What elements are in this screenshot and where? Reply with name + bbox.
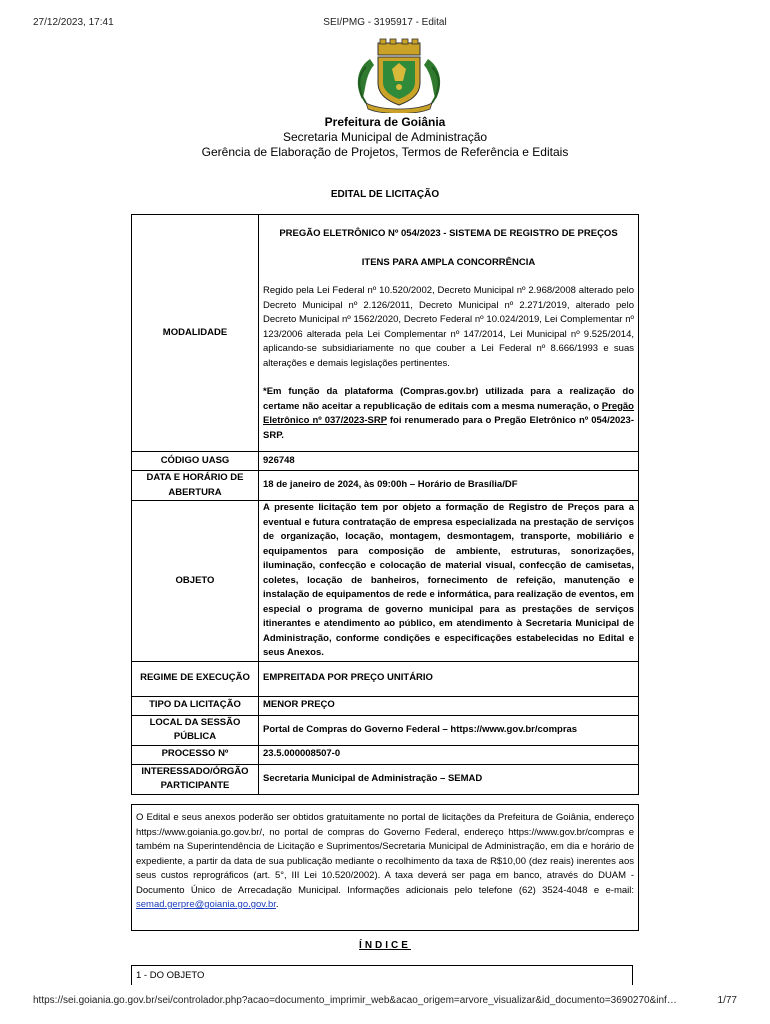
print-footer <box>0 995 770 1009</box>
data-row <box>132 471 639 501</box>
objeto-label: OBJETO <box>132 501 259 662</box>
regime-row <box>132 661 639 696</box>
processo-label: PROCESSO Nº <box>132 745 259 764</box>
modalidade-row <box>132 215 639 452</box>
codigo-value: 926748 <box>259 452 639 471</box>
platform-note-part2: foi renumerado para o Pregão Eletrônico nº 054/2023-SRP. <box>263 415 635 441</box>
print-url: https://sei.goiania.go.gov.br/sei/controlador.php?acao=documento_imprimir_web&acao_origem=arvore_visualizar&id_documento=3690270&inf… <box>33 995 677 1006</box>
availability-note-end: . <box>275 899 279 910</box>
org-name: Prefeitura de Goiânia <box>324 115 446 129</box>
codigo-row <box>132 452 639 471</box>
local-label: LOCAL DA SESSÃO PÚBLICA <box>132 715 259 745</box>
interessado-row <box>132 764 639 794</box>
processo-row <box>132 745 639 764</box>
itens-header: ITENS PARA AMPLA CONCORRÊNCIA <box>361 256 536 268</box>
edital-info-table <box>131 214 639 795</box>
modalidade-label: MODALIDADE <box>132 215 259 452</box>
local-value: Portal de Compras do Governo Federal – https://www.gov.br/compras <box>259 715 639 745</box>
tipo-value: MENOR PREÇO <box>259 696 639 715</box>
local-row <box>132 715 639 745</box>
pregao-037-link: Pregão Eletrônico nº 037/2023-SRP <box>263 400 634 426</box>
organization-header <box>0 115 770 160</box>
print-doc-title: SEI/PMG - 3195917 - Edital <box>323 17 447 28</box>
modalidade-text: Regido pela Lei Federal nº 10.520/2002, Decreto Municipal nº 2.968/2008 alterado pelo Decreto Municipal nº 2.126/2011, Decreto Municipal nº 2.271/2019, alterado pelo Decreto Municipal nº 1562/2020, Decreto Federal nº 10.024/2019, Lei Complementar nº 123/2006 alterada pela Lei Complementar nº 147/2014, Lei Municipal nº 9.525/2014, aplicando-se subsidiariamente no que couber a Lei Federal nº 8.666/1993 e suas alterações e demais legislações pertinentes. <box>263 285 634 369</box>
regime-value: EMPREITADA POR PREÇO UNITÁRIO <box>259 661 639 696</box>
print-header <box>0 17 770 31</box>
indice-item <box>131 965 633 985</box>
page-number: 1/77 <box>717 995 737 1006</box>
tipo-label: TIPO DA LICITAÇÃO <box>132 696 259 715</box>
interessado-label: INTERESSADO/ÓRGÃO PARTICIPANTE <box>132 764 259 794</box>
pregao-header: PREGÃO ELETRÔNICO Nº 054/2023 - SISTEMA DE REGISTRO DE PREÇOS <box>279 228 618 239</box>
org-department: Gerência de Elaboração de Projetos, Termos de Referência e Editais <box>201 145 569 159</box>
regime-label: REGIME DE EXECUÇÃO <box>132 661 259 696</box>
indice-item-label: 1 - DO OBJETO <box>136 970 205 981</box>
codigo-label: CÓDIGO UASG <box>132 452 259 471</box>
print-datetime: 27/12/2023, 17:41 <box>33 17 114 28</box>
processo-value: 23.5.000008507-0 <box>259 745 639 764</box>
objeto-row <box>132 501 639 662</box>
data-value: 18 de janeiro de 2024, às 09:00h – Horário de Brasília/DF <box>259 471 639 501</box>
data-label: DATA E HORÁRIO DE ABERTURA <box>132 471 259 501</box>
availability-note <box>131 804 639 931</box>
modalidade-cell <box>259 215 639 452</box>
org-secretariat: Secretaria Municipal de Administração <box>282 130 488 144</box>
interessado-value: Secretaria Municipal de Administração – SEMAD <box>259 764 639 794</box>
availability-note-text: O Edital e seus anexos poderão ser obtidos gratuitamente no portal de licitações da Prefeitura de Goiânia, endereço https://www.goiania.go.gov.br/, no portal de compras do Governo Federal, endereço https://www.gov.br/compras e também na Superintendência de Licitação e Suprimentos/Secretaria Municipal de Administração, em dia e horário de expediente, a partir da data de sua publicação mediante o recolhimento da taxa de R$10,00 (dez reais) inerentes aos seus custos reprográficos (art. 5°, III Lei 10.520/2002). A taxa deverá ser paga em banco, através do DUAM - Documento Único de Arrecadação Municipal. Informações adicionais pelo telefone (62) 3524-4048 e e-mail: <box>136 812 634 896</box>
indice-title: ÍNDICE <box>359 940 411 951</box>
contact-email-link[interactable]: semad.gerpre@goiania.go.gov.br <box>136 899 276 910</box>
platform-note-part1: *Em função da plataforma (Compras.gov.br) utilizada para a realização do certame não aceitar a republicação de editais com a mesma numeração, o <box>263 386 634 412</box>
objeto-text: A presente licitação tem por objeto a formação de Registro de Preços para a eventual e futura contratação de empresa especializada na prestação de serviços de organização, locação, montagem, desmontagem, transporte, mobiliário e equipamentos para composição de ambiente, estruturas, sonorizações, iluminação, confecção e colocação de material visual, confecção de camisetas, coletes, locação de banheiros, fornecimento de refeição, manutenção e instalação de equipamentos de rede e informática, para realização de eventos, em especial o programa de governo municipal para as prestações de serviços itinerantes e atendimento ao público, em atendimento à Secretaria Municipal de Administração, conforme condições e especificações estabelecidas no Edital e seus Anexos. <box>259 501 639 662</box>
platform-note <box>263 385 634 443</box>
tipo-row <box>132 696 639 715</box>
edital-title: EDITAL DE LICITAÇÃO <box>330 189 440 200</box>
goiania-coat-of-arms <box>340 37 458 113</box>
